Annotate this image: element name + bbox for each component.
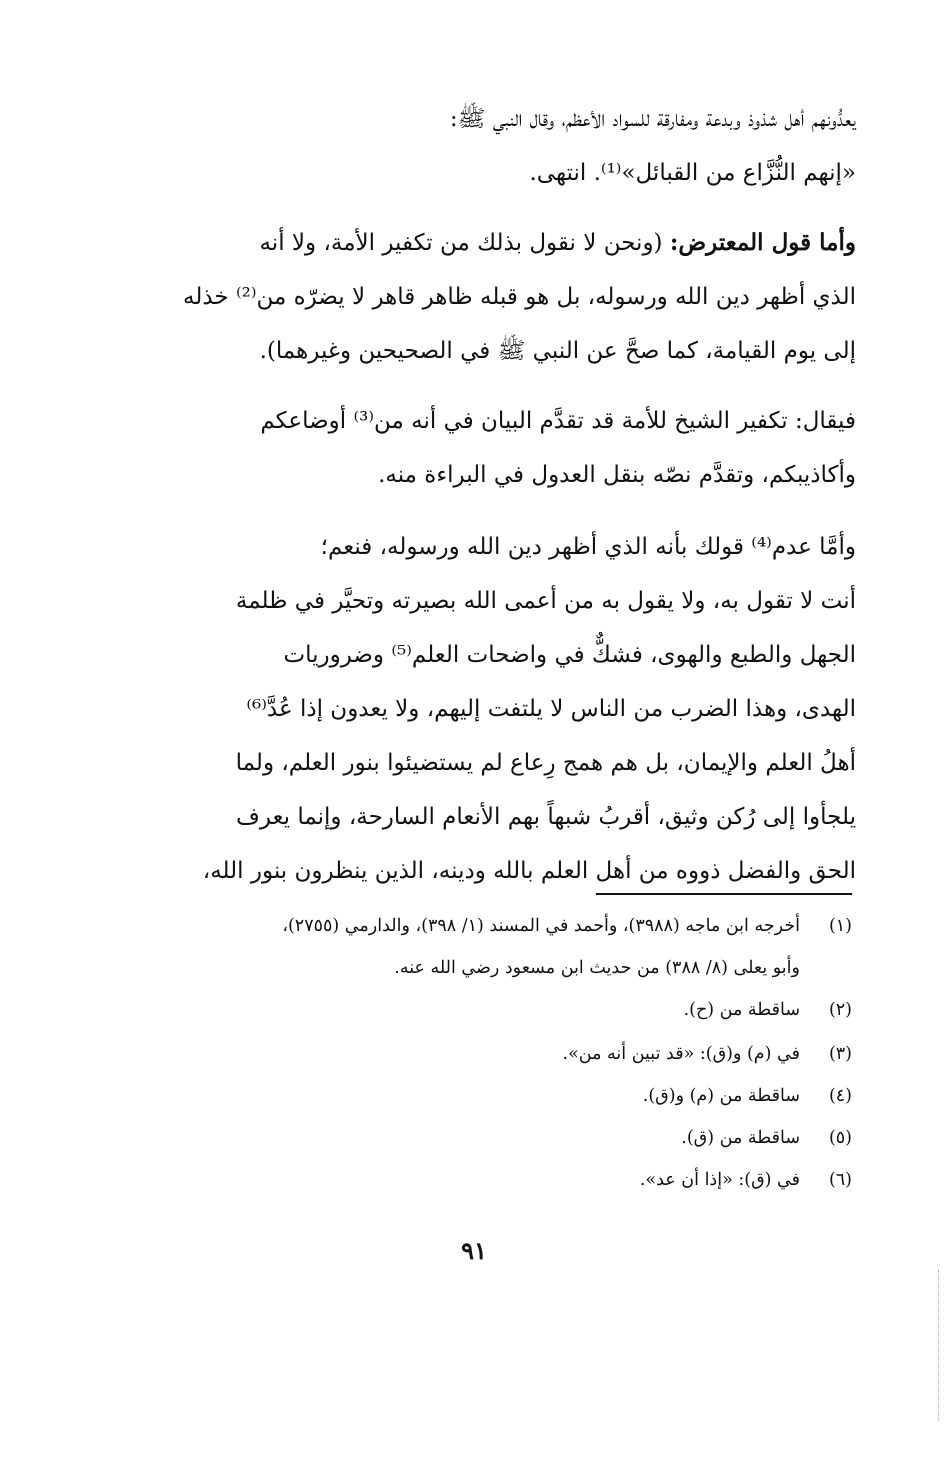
footnote-number: (٤): [828, 1086, 852, 1106]
footnote-text: في (م) و(ق): «قد تبين أنه من».: [562, 1044, 800, 1064]
paragraph-4-line-7: الحق والفضل ذووه من أهل العلم بالله ودينه، الذين ينظرون بنور الله،: [202, 858, 856, 884]
paragraph-2-line-2: الذي أظهر دين الله ورسوله، بل هو قبله ظاهر قاهر لا يضرّه من⁽²⁾ خذله: [183, 284, 856, 310]
footnote-3: [192, 1034, 852, 1074]
paragraph-1: [138, 92, 856, 200]
paragraph-3: [138, 394, 856, 502]
paragraph-4-line-1: وأمَّا عدم⁽⁴⁾ قولك بأنه الذي أظهر دين الله ورسوله، فنعم؛: [320, 534, 856, 560]
paragraph-4-line-4: الهدى، وهذا الضرب من الناس لا يلتفت إليهم، ولا يعدون إذا عُدَّ⁽⁶⁾: [246, 696, 856, 722]
paragraph-1-line-2: «إنهم النُّزَّاع من القبائل»⁽¹⁾. انتهى.: [529, 160, 856, 186]
footnote-1-continuation: وأبو يعلى (٨/ ٣٨٨) من حديث ابن مسعود رضي الله عنه.: [394, 958, 800, 978]
page-number: ٩١: [461, 1236, 487, 1265]
footnote-5: [192, 1118, 852, 1158]
footnote-text: ساقطة من (م) و(ق).: [642, 1086, 800, 1106]
footnote-text: ساقطة من (ق).: [681, 1128, 800, 1148]
footnote-text: في (ق): «إذا أن عد».: [639, 1170, 800, 1190]
paragraph-3-line-2: وأكاذيبكم، وتقدَّم نصّه بنقل العدول في البراءة منه.: [378, 462, 856, 488]
paragraph-4-line-6: يلجأوا إلى رُكن وثيق، أقربُ شبهاً بهم الأنعام السارحة، وإنما يعرف: [235, 804, 856, 830]
paragraph-2-line-1: (ونحن لا نقول بذلك من تكفير الأمة، ولا أنه: [259, 230, 663, 256]
paragraph-1-line-1: يعدُّونهم أهل شذوذ وبدعة ومفارقة للسواد الأعظم، وقال النبي ﷺ:: [449, 106, 856, 132]
objector-statement-lead: وأما قول المعترض:: [669, 229, 856, 256]
paragraph-4: [138, 520, 856, 898]
footnote-6: [192, 1160, 852, 1200]
footnote-number: (١): [828, 916, 852, 936]
footnote-number: (٣): [828, 1044, 852, 1064]
footnote-separator: [596, 893, 852, 895]
paragraph-4-line-2: أنت لا تقول به، ولا يقول به من أعمى الله بصيرته وتحيَّر في ظلمة: [235, 588, 856, 614]
paragraph-2: [138, 216, 856, 378]
footnote-1: [192, 906, 852, 946]
footnote-number: (٦): [828, 1170, 852, 1190]
paragraph-4-line-5: أهلُ العلم والإيمان، بل هم همج رِعاع لم يستضيئوا بنور العلم، ولما: [235, 750, 856, 776]
scan-edge-marks: [938, 1270, 939, 1420]
paragraph-3-line-1: فيقال: تكفير الشيخ للأمة قد تقدَّم البيان في أنه من⁽³⁾ أوضاعكم: [260, 408, 856, 434]
footnote-text: أخرجه ابن ماجه (٣٩٨٨)، وأحمد في المسند (١/ ٣٩٨)، والدارمي (٢٧٥٥)،: [282, 916, 800, 936]
paragraph-2-line-3: إلى يوم القيامة، كما صحَّ عن النبي ﷺ في الصحيحين وغيرهما).: [259, 338, 856, 364]
footnote-2: [192, 990, 852, 1030]
footnote-text: ساقطة من (ح).: [683, 1000, 800, 1020]
footnote-number: (٥): [828, 1128, 852, 1148]
footnote-4: [192, 1076, 852, 1116]
footnote-number: (٢): [828, 1000, 852, 1020]
paragraph-4-line-3: الجهل والطبع والهوى، فشكٌّ في واضحات العلم⁽⁵⁾ وضروريات: [283, 642, 856, 668]
